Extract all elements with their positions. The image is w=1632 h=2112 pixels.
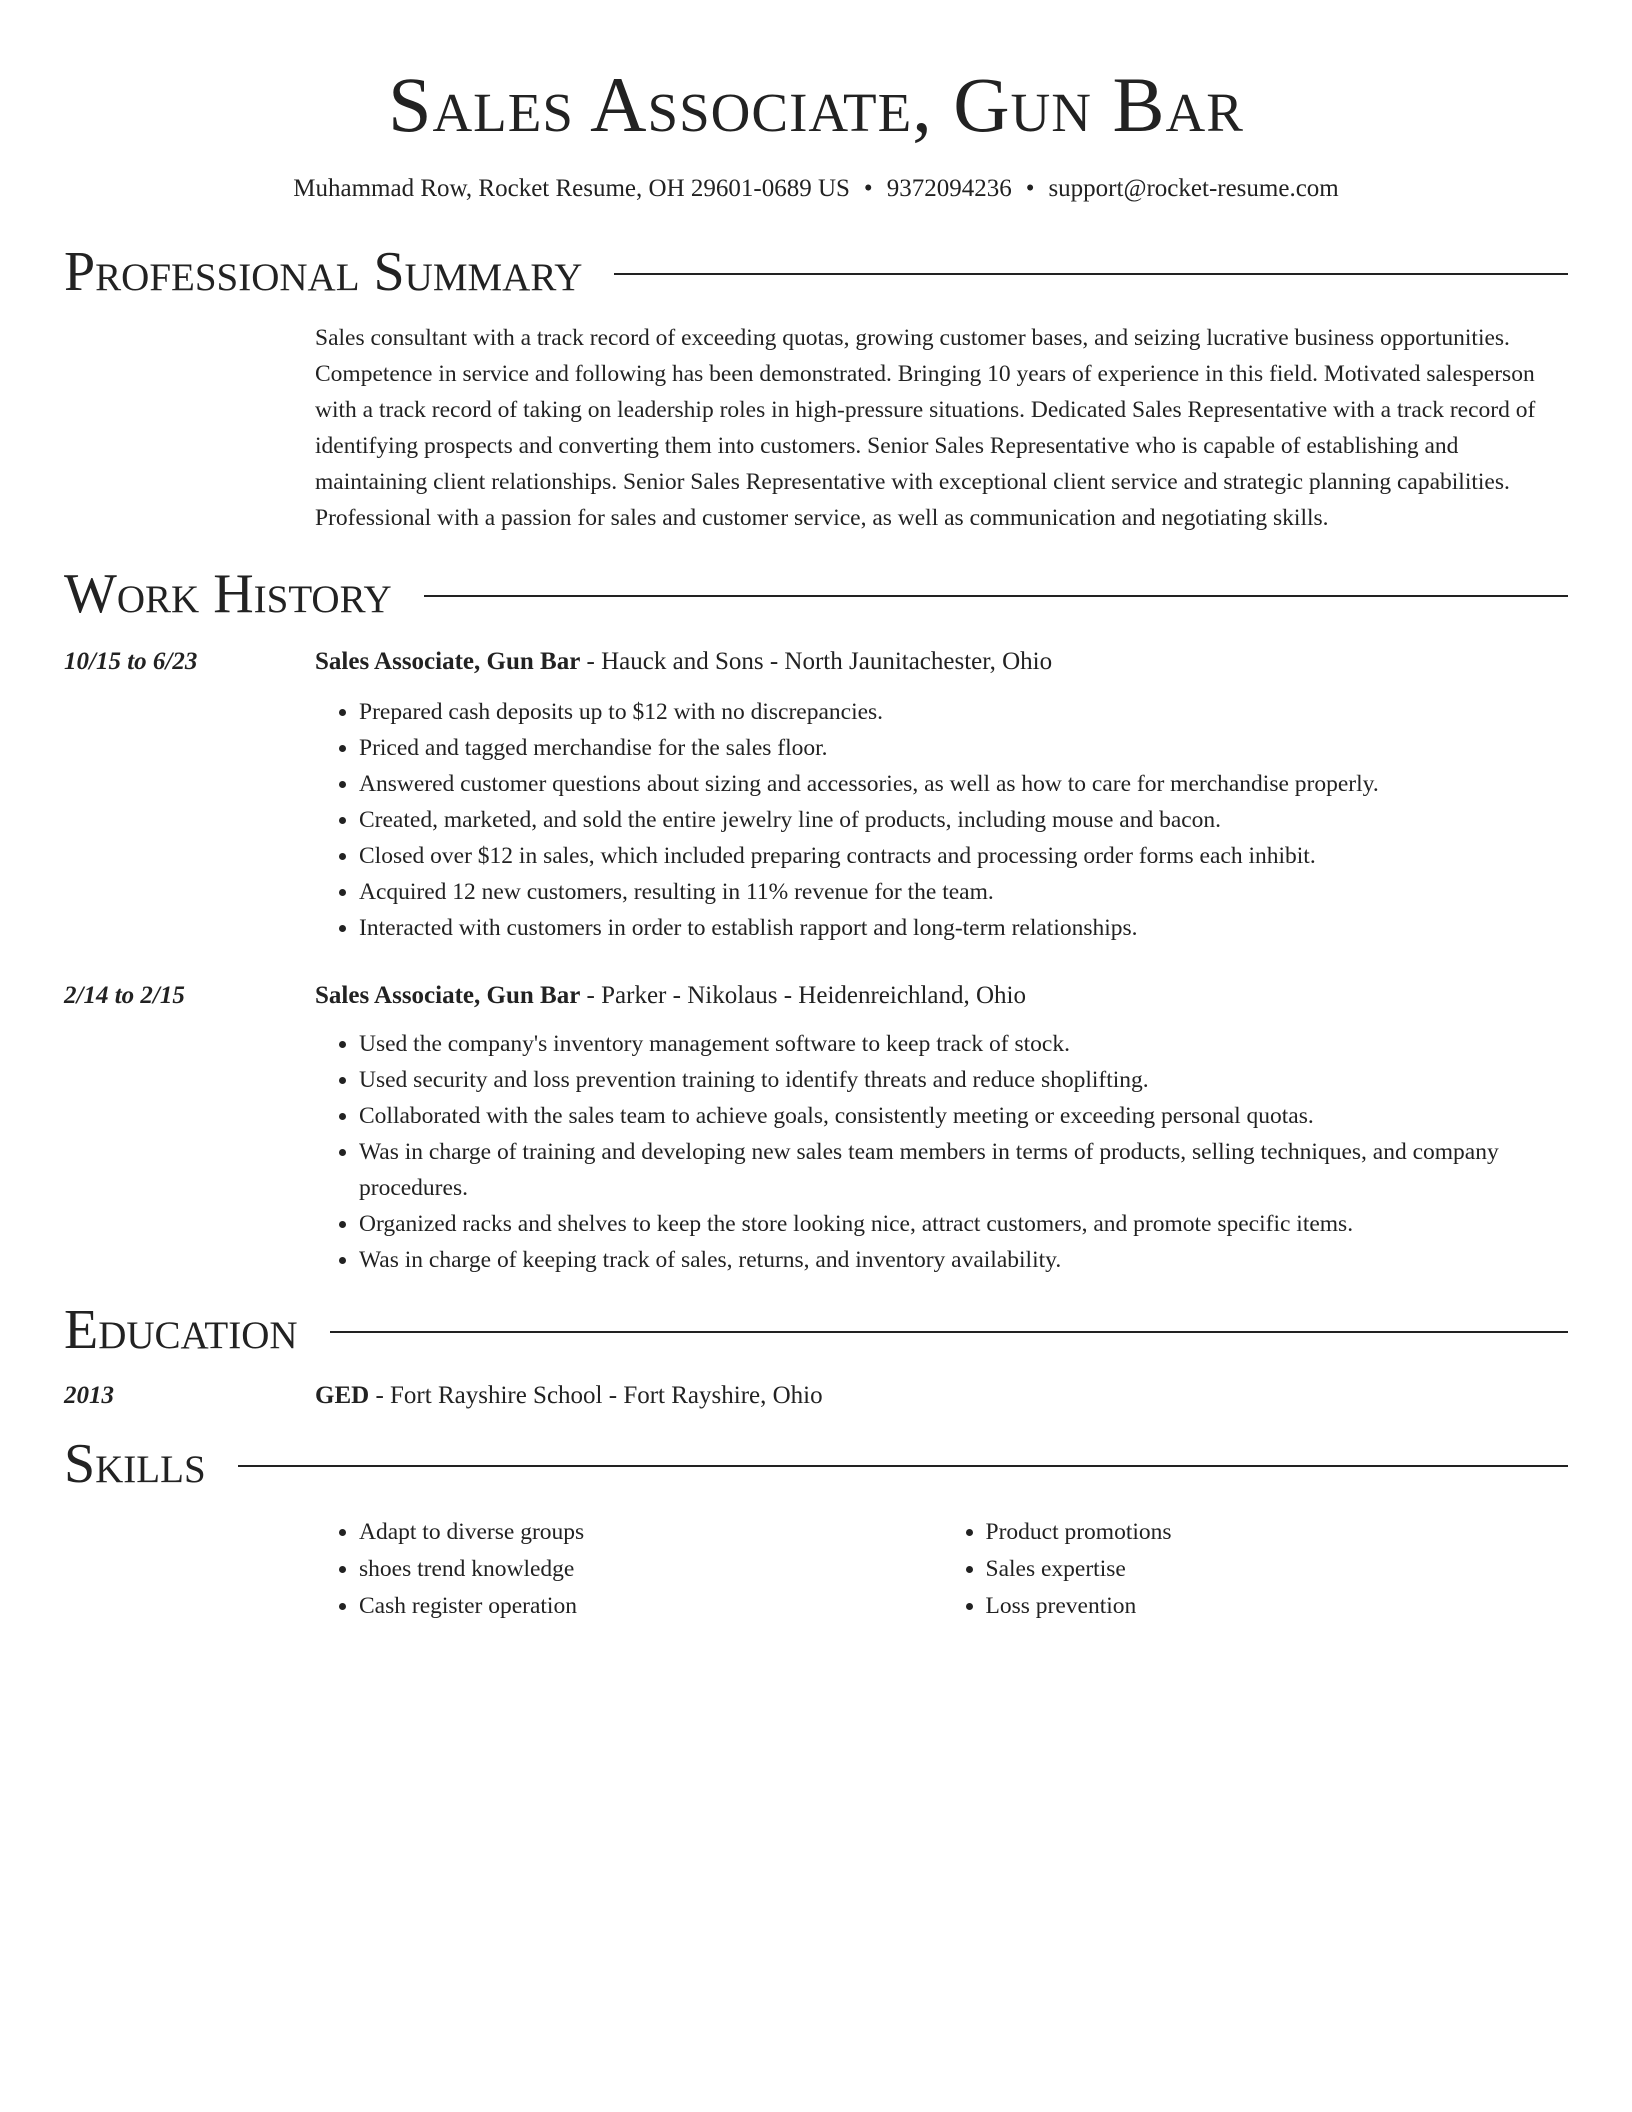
- skill-item: • Adapt to diverse groups: [359, 1514, 942, 1551]
- list-item: • Created, marketed, and sold the entire jewelry line of products, including mouse and bacon.: [359, 802, 1568, 838]
- list-item: • Interacted with customers in order to establish rapport and long-term relationships.: [359, 910, 1568, 946]
- job-bullets: [315, 694, 1568, 946]
- education-section: [64, 1300, 1568, 1414]
- section-title-education: Education: [64, 1299, 298, 1361]
- education-year: 2013: [64, 1382, 114, 1409]
- section-header: [64, 1434, 1568, 1494]
- job-dates: 2/14 to 2/15: [64, 982, 185, 1009]
- resume-page: [64, 0, 1568, 1625]
- skills-column-left: [315, 1514, 942, 1625]
- list-item: • Collaborated with the sales team to achieve goals, consistently meeting or exceeding personal quotas.: [359, 1098, 1568, 1134]
- section-header: [64, 242, 1568, 302]
- education-title-line: [315, 1378, 1568, 1414]
- page-title: Sales Associate, Gun Bar: [388, 61, 1244, 148]
- skills-section: [64, 1434, 1568, 1625]
- job-entry: [64, 644, 1568, 946]
- section-header: [64, 1300, 1568, 1360]
- contact-address: Muhammad Row, Rocket Resume, OH 29601-0689 US: [293, 175, 850, 202]
- section-header: [64, 564, 1568, 624]
- skill-item: • Loss prevention: [986, 1588, 1569, 1625]
- job-body: [315, 644, 1568, 946]
- job-body: [315, 978, 1568, 1278]
- summary-text: Sales consultant with a track record of exceeding quotas, growing customer bases, and seizing lucrative business opportunities. Competence in service and following has been demonstrated. Bringing 10 years of experience in this field. Motivated salesperson with a track record of taking on leadership roles in high-pressure situations. Dedicated Sales Representative with a track record of identifying prospects and converting them into customers. Senior Sales Representative who is capable of establishing and maintaining client relationships. Senior Sales Representative with exceptional client service and strategic planning capabilities. Professional with a passion for sales and customer service, as well as communication and negotiating skills.: [315, 325, 1536, 531]
- contact-phone: 9372094236: [886, 175, 1012, 202]
- list-item: • Used the company's inventory management software to keep track of stock.: [359, 1026, 1568, 1062]
- job-details: - Parker - Nikolaus - Heidenreichland, Ohio: [580, 982, 1026, 1009]
- contact-line: [64, 174, 1568, 204]
- education-details: - Fort Rayshire School - Fort Rayshire, Ohio: [369, 1382, 823, 1409]
- skills-column-right: [942, 1514, 1569, 1625]
- job-role: Sales Associate, Gun Bar: [315, 648, 581, 675]
- job-details: - Hauck and Sons - North Jaunitachester, Ohio: [580, 648, 1053, 675]
- skill-item: • shoes trend knowledge: [359, 1551, 942, 1588]
- job-dates: 10/15 to 6/23: [64, 648, 198, 675]
- skill-item: • Cash register operation: [359, 1588, 942, 1625]
- list-item: • Organized racks and shelves to keep the store looking nice, attract customers, and promote specific items.: [359, 1206, 1568, 1242]
- skill-item: • Product promotions: [986, 1514, 1569, 1551]
- education-body: [315, 1378, 1568, 1414]
- contact-separator: •: [863, 175, 873, 202]
- list-item: • Priced and tagged merchandise for the sales floor.: [359, 730, 1568, 766]
- section-title-summary: Professional Summary: [64, 241, 583, 303]
- list-item: • Was in charge of training and developing new sales team members in terms of products, selling techniques, and company procedures.: [359, 1134, 1568, 1206]
- list-item: • Was in charge of keeping track of sales, returns, and inventory availability.: [359, 1242, 1568, 1278]
- work-history-section: [64, 564, 1568, 1278]
- list-item: • Prepared cash deposits up to $12 with no discrepancies.: [359, 694, 1568, 730]
- section-divider: [238, 1465, 1568, 1467]
- education-entry: [64, 1378, 1568, 1414]
- list-item: • Closed over $12 in sales, which included preparing contracts and processing order forms each inhibit.: [359, 838, 1568, 874]
- summary-section: [64, 242, 1568, 536]
- job-entry: [64, 978, 1568, 1278]
- list-item: • Acquired 12 new customers, resulting in 11% revenue for the team.: [359, 874, 1568, 910]
- job-title-line: [315, 978, 1568, 1014]
- education-degree: GED: [315, 1382, 370, 1409]
- contact-separator: •: [1025, 175, 1035, 202]
- job-role: Sales Associate, Gun Bar: [315, 982, 581, 1009]
- skill-item: • Sales expertise: [986, 1551, 1569, 1588]
- section-divider: [614, 273, 1568, 275]
- list-item: • Answered customer questions about sizing and accessories, as well as how to care for merchandise properly.: [359, 766, 1568, 802]
- job-title-line: [315, 644, 1568, 680]
- section-title-work: Work History: [64, 563, 392, 625]
- skills-list: [315, 1514, 1568, 1625]
- section-divider: [424, 595, 1568, 597]
- contact-email: support@rocket-resume.com: [1048, 175, 1339, 202]
- section-title-skills: Skills: [64, 1433, 206, 1495]
- job-bullets: [315, 1026, 1568, 1278]
- section-divider: [330, 1331, 1568, 1333]
- list-item: • Used security and loss prevention training to identify threats and reduce shoplifting.: [359, 1062, 1568, 1098]
